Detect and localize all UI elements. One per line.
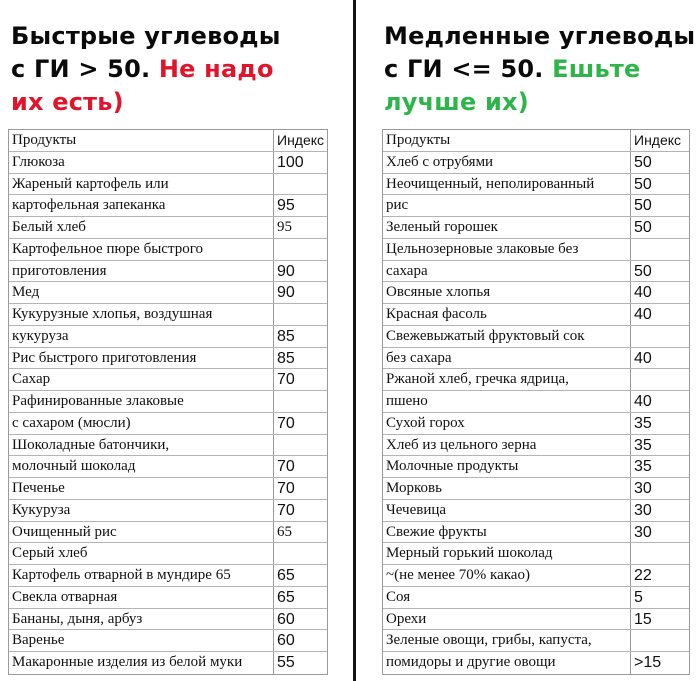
product-name: Орехи — [383, 609, 631, 630]
product-name: Рафинированные злаковые — [9, 391, 274, 412]
product-name: Свежие фрукты — [383, 522, 631, 543]
slow-carbs-table — [382, 129, 690, 675]
fast-heading-prefix: с ГИ > 50. — [11, 55, 159, 83]
table-row — [9, 522, 327, 544]
table-row — [383, 413, 689, 435]
product-name: Кукуруза — [9, 500, 274, 521]
gi-index: 30 — [634, 480, 652, 497]
table-row — [9, 500, 327, 522]
product-name: Соя — [383, 587, 631, 608]
slow-heading-highlight: Ешьте — [552, 55, 641, 83]
product-name: Мед — [9, 282, 274, 303]
gi-index: 30 — [634, 501, 652, 519]
table-row — [9, 195, 327, 217]
product-name: Варенье — [9, 630, 274, 651]
gi-index: 70 — [277, 414, 295, 432]
gi-index: 85 — [277, 349, 295, 367]
product-name: Овсяные хлопья — [383, 282, 631, 303]
table-row — [383, 195, 689, 217]
product-name: Зеленый горошек — [383, 217, 631, 238]
product-name: Красная фасоль — [383, 304, 631, 325]
product-name: рис — [383, 195, 631, 216]
table-row — [383, 630, 689, 652]
gi-index — [274, 239, 327, 260]
gi-index: 50 — [634, 153, 652, 171]
product-name: Чечевица — [383, 500, 631, 521]
table-row — [9, 435, 327, 457]
table-row — [383, 609, 689, 631]
gi-index: 65 — [277, 523, 292, 540]
fast-carbs-heading — [11, 20, 281, 119]
gi-index — [274, 435, 327, 456]
product-name: с сахаром (мюсли) — [9, 413, 274, 434]
product-name: Макаронные изделия из белой муки — [9, 652, 274, 674]
gi-index: 60 — [277, 610, 295, 628]
product-name: ~(не менее 70% какао) — [383, 565, 631, 586]
table-header — [9, 130, 327, 152]
table-row — [383, 369, 689, 391]
product-name: Картофельное пюре быстрого — [9, 239, 274, 260]
product-name: Цельнозерновые злаковые без — [383, 239, 631, 260]
table-row — [9, 152, 327, 174]
gi-index: 22 — [634, 567, 652, 584]
gi-index: 30 — [634, 523, 652, 541]
gi-index: 70 — [277, 480, 295, 497]
table-row — [383, 261, 689, 283]
product-name: Рис быстрого приготовления — [9, 348, 274, 369]
gi-index — [631, 326, 689, 347]
slow-heading-prefix: с ГИ <= 50. — [384, 55, 553, 83]
gi-index: 95 — [277, 197, 295, 215]
table-row — [383, 282, 689, 304]
table-row — [9, 413, 327, 435]
table-row — [9, 391, 327, 413]
table-row — [9, 652, 327, 674]
gi-index — [274, 304, 327, 325]
table-row — [383, 152, 689, 174]
table-row — [383, 239, 689, 261]
gi-index: 50 — [634, 197, 652, 215]
gi-index: 85 — [277, 327, 295, 345]
table-row — [383, 326, 689, 348]
gi-index: 15 — [634, 610, 652, 628]
gi-index: 90 — [277, 284, 295, 302]
fast-heading-line3: их есть) — [11, 88, 124, 116]
product-name: Хлеб с отрубями — [383, 152, 631, 173]
product-name: молочный шоколад — [9, 456, 274, 477]
gi-index: 35 — [634, 414, 652, 432]
product-name: Серый хлеб — [9, 543, 274, 564]
table-row — [383, 652, 689, 674]
product-name: Белый хлеб — [9, 217, 274, 238]
slow-heading-line1: Медленные углеводы — [384, 22, 696, 50]
table-row — [383, 522, 689, 544]
gi-index — [631, 630, 689, 651]
product-name: Сахар — [9, 369, 274, 390]
product-name: Картофель отварной в мундире 65 — [9, 565, 274, 586]
table-row — [9, 478, 327, 500]
table-row — [383, 391, 689, 413]
product-name: Печенье — [9, 478, 274, 499]
product-name: Кукурузные хлопья, воздушная — [9, 304, 274, 325]
table-row — [9, 543, 327, 565]
product-name: Жареный картофель или — [9, 174, 274, 195]
product-name: кукуруза — [9, 326, 274, 347]
table-row — [383, 304, 689, 326]
table-row — [9, 609, 327, 631]
product-name: сахара — [383, 261, 631, 282]
product-name: Бананы, дыня, арбуз — [9, 609, 274, 630]
gi-index: Индекс — [634, 132, 682, 148]
table-row — [383, 565, 689, 587]
gi-index: 70 — [277, 458, 295, 476]
product-name: Зеленые овощи, грибы, капуста, — [383, 630, 631, 651]
gi-index: 70 — [277, 371, 295, 389]
fast-heading-line1: Быстрые углеводы — [11, 22, 281, 50]
table-row — [383, 543, 689, 565]
gi-index — [274, 391, 327, 412]
product-name: Продукты — [9, 130, 274, 151]
gi-index: 35 — [634, 458, 652, 476]
table-row — [9, 304, 327, 326]
table-row — [9, 326, 327, 348]
gi-index: 40 — [634, 306, 652, 323]
gi-index: 50 — [634, 262, 652, 280]
product-name: Морковь — [383, 478, 631, 499]
product-name: Хлеб из цельного зерна — [383, 435, 631, 456]
product-name: Продукты — [383, 130, 631, 151]
table-row — [9, 456, 327, 478]
table-row — [9, 261, 327, 283]
table-row — [9, 630, 327, 652]
gi-index: 95 — [277, 219, 292, 235]
gi-index: 65 — [277, 567, 295, 584]
gi-index — [274, 543, 327, 564]
fast-carbs-table — [8, 129, 328, 675]
table-row — [9, 587, 327, 609]
table-row — [9, 217, 327, 239]
table-row — [383, 435, 689, 457]
gi-index: 35 — [634, 436, 652, 454]
gi-index: 40 — [634, 284, 652, 302]
gi-index: 50 — [634, 175, 652, 193]
column-divider — [353, 0, 356, 681]
product-name: картофельная запеканка — [9, 195, 274, 216]
product-name: Сухой горох — [383, 413, 631, 434]
table-row — [9, 565, 327, 587]
table-row — [383, 217, 689, 239]
gi-index: 5 — [634, 588, 643, 606]
slow-heading-line3: лучше их) — [384, 88, 529, 116]
gi-index — [631, 543, 689, 564]
gi-index: >15 — [634, 654, 662, 671]
gi-index: Индекс — [277, 132, 325, 148]
product-name: пшено — [383, 391, 631, 412]
table-row — [9, 239, 327, 261]
slow-carbs-heading — [384, 20, 695, 119]
table-row — [9, 282, 327, 304]
product-name: Свекла отварная — [9, 587, 274, 608]
table-row — [383, 500, 689, 522]
product-name: Ржаной хлеб, гречка ядрица, — [383, 369, 631, 390]
gi-index: 90 — [277, 262, 295, 280]
gi-index: 40 — [634, 349, 652, 367]
gi-index — [631, 369, 689, 390]
gi-index: 50 — [634, 219, 652, 236]
table-row — [383, 587, 689, 609]
gi-index: 40 — [634, 393, 652, 410]
product-name: Молочные продукты — [383, 456, 631, 477]
table-header — [383, 130, 689, 152]
product-name: Неочищенный, неполированный — [383, 174, 631, 195]
table-row — [383, 478, 689, 500]
gi-index: 55 — [277, 654, 295, 671]
table-row — [9, 348, 327, 370]
product-name: без сахара — [383, 348, 631, 369]
gi-index — [631, 239, 689, 260]
product-name: Мерный горький шоколад — [383, 543, 631, 564]
gi-index: 65 — [277, 588, 295, 606]
gi-index — [274, 174, 327, 195]
slow-heading-line2 — [384, 53, 695, 86]
product-name: приготовления — [9, 261, 274, 282]
table-row — [9, 174, 327, 196]
table-row — [383, 174, 689, 196]
product-name: Глюкоза — [9, 152, 274, 173]
table-row — [9, 369, 327, 391]
gi-index: 100 — [277, 153, 304, 171]
table-row — [383, 348, 689, 370]
gi-index: 60 — [277, 632, 295, 650]
fast-heading-line2 — [11, 53, 281, 86]
product-name: Очищенный рис — [9, 522, 274, 543]
fast-heading-highlight: Не надо — [158, 55, 274, 83]
product-name: помидоры и другие овощи — [383, 652, 631, 674]
table-row — [383, 456, 689, 478]
gi-index: 70 — [277, 501, 295, 519]
product-name: Шоколадные батончики, — [9, 435, 274, 456]
product-name: Свежевыжатый фруктовый сок — [383, 326, 631, 347]
